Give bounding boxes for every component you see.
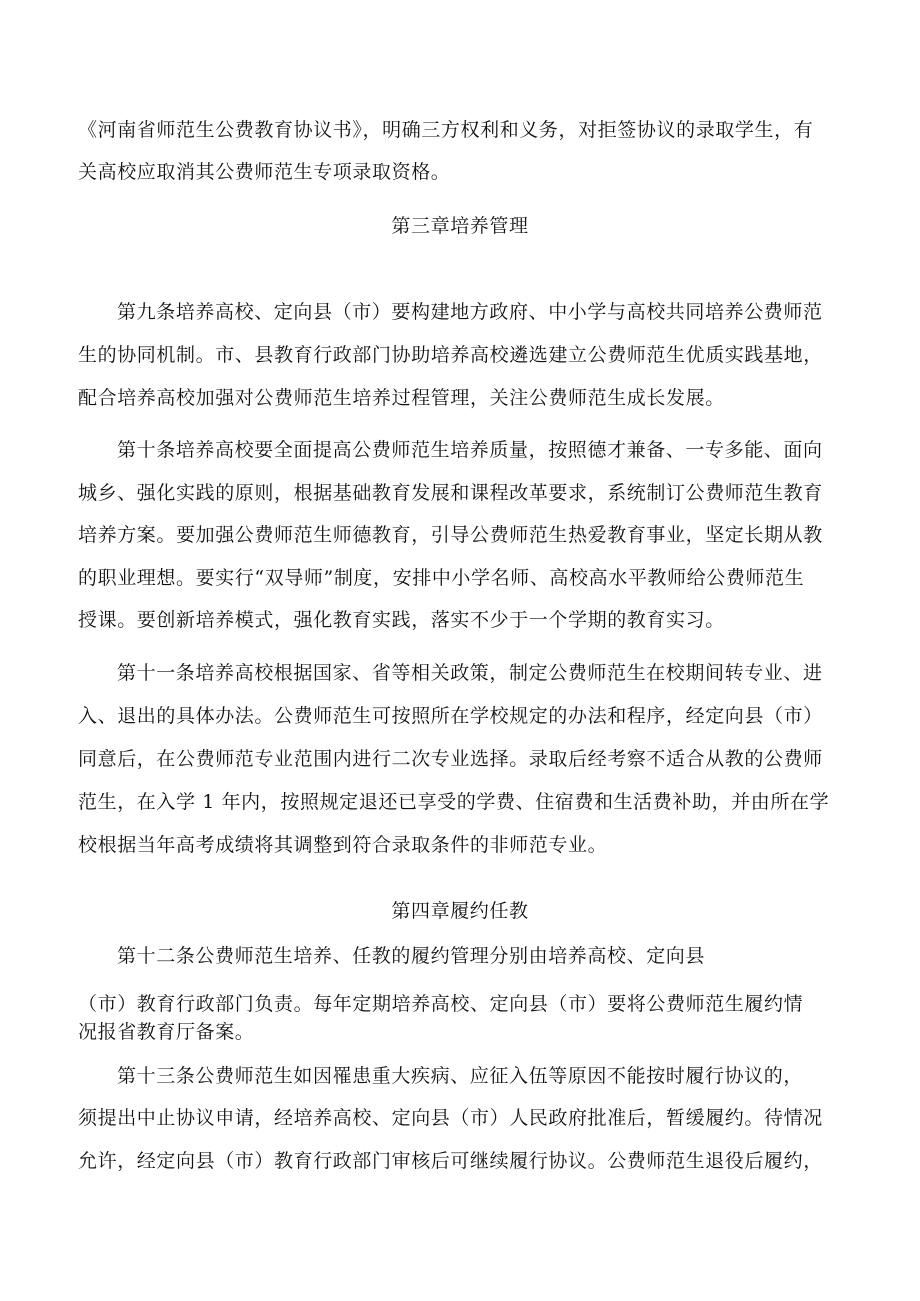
paragraph-line: 须提出中止协议申请，经培养高校、定向县（市）人民政府批准后，暂缓履约。待情况 <box>78 1107 823 1129</box>
paragraph-line: 校根据当年高考成绩将其调整到符合录取条件的非师范专业。 <box>78 834 608 856</box>
paragraph-line: 关高校应取消其公费师范生专项录取资格。 <box>78 161 451 183</box>
paragraph-line: 培养方案。要加强公费师范生师德教育，引导公费师范生热爱教育事业，坚定长期从教 <box>78 524 823 546</box>
paragraph-line: 况报省教育厅备案。 <box>78 1021 255 1043</box>
paragraph-line: 允许，经定向县（市）教育行政部门审核后可继续履行协议。公费师范生退役后履约， <box>78 1150 823 1172</box>
chapter-heading-4: 第四章履约任教 <box>391 900 529 922</box>
paragraph-line: 的职业理想。要实行“双导师”制度，安排中小学名师、高校高水平教师给公费师范生 <box>78 567 805 589</box>
paragraph-line: 第十三条公费师范生如因罹患重大疾病、应征入伍等原因不能按时履行协议的， <box>117 1065 804 1087</box>
paragraph-line: 第十条培养高校要全面提高公费师范生培养质量，按照德才兼备、一专多能、面向 <box>117 439 823 461</box>
paragraph-line: （市）教育行政部门负责。每年定期培养高校、定向县（市）要将公费师范生履约情 <box>78 993 804 1015</box>
paragraph-line: 同意后，在公费师范专业范围内进行二次专业选择。录取后经考察不适合从教的公费师 <box>78 748 823 770</box>
paragraph-line: 第十二条公费师范生培养、任教的履约管理分别由培养高校、定向县 <box>117 945 706 967</box>
paragraph-line: 范生，在入学 1 年内，按照规定退还已享受的学费、住宿费和生活费补助，并由所在学 <box>78 791 830 813</box>
paragraph-line: 第九条培养高校、定向县（市）要构建地方政府、中小学与高校共同培养公费师范 <box>117 301 823 323</box>
paragraph-line: 生的协同机制。市、县教育行政部门协助培养高校遴选建立公费师范生优质实践基地， <box>78 344 823 366</box>
paragraph-line: 入、退出的具体办法。公费师范生可按照所在学校规定的办法和程序，经定向县（市） <box>78 705 823 727</box>
paragraph-line: 配合培养高校加强对公费师范生培养过程管理，关注公费师范生成长发展。 <box>78 387 725 409</box>
paragraph-line: 《河南省师范生公费教育协议书》，明确三方权利和义务，对拒签协议的录取学生，有 <box>78 119 814 141</box>
paragraph-line: 第十一条培养高校根据国家、省等相关政策，制定公费师范生在校期间转专业、进 <box>117 662 823 684</box>
chapter-heading-3: 第三章培养管理 <box>391 215 529 237</box>
paragraph-line: 城乡、强化实践的原则，根据基础教育发展和课程改革要求，系统制订公费师范生教育 <box>78 482 823 504</box>
paragraph-line: 授课。要创新培养模式，强化教育实践，落实不少于一个学期的教育实习。 <box>78 609 725 631</box>
